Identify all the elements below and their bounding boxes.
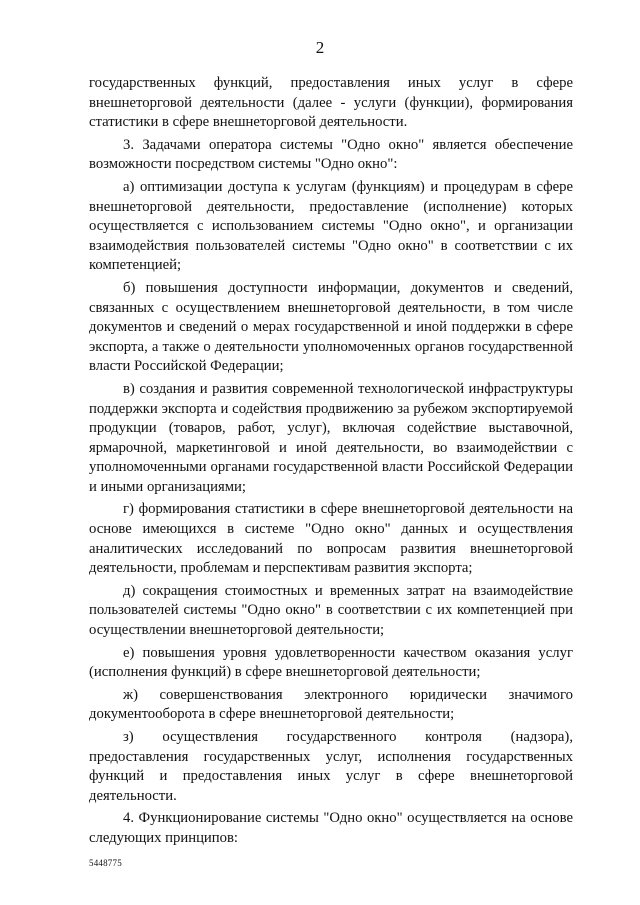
paragraph: з) осуществления государственного контроля (надзора), предоставления государственных услуг, исполнения государственных функций и предоставления иных услуг в сфере внешнеторговой деятельности. (89, 729, 573, 804)
paragraph: государственных функций, предоставления иных услуг в сфере внешнеторговой деятельности (далее - услуги (функции), формирования статистики в сфере внешнеторговой деятельности. (89, 75, 573, 131)
paragraph: в) создания и развития современной технологической инфраструктуры поддержки экспорта и содействия продвижению за рубежом экспортируемой продукции (товаров, работ, услуг), включая содействие выставочной, ярмарочной, маркетинговой и иной деятельности, во взаимодействии с уполномоченными органами государственной власти Российской Федерации и иными организациями; (89, 380, 573, 495)
paragraph: б) повышения доступности информации, документов и сведений, связанных с осуществлением внешнеторговой деятельности, в том числе документов и сведений о мерах государственной и иной поддержки в сфере экспорта, а также о деятельности уполномоченных органов государственной власти Российской Федерации; (89, 279, 573, 375)
paragraph: д) сокращения стоимостных и временных затрат на взаимодействие пользователей системы "Одно окно" в соответствии с их компетенцией при осуществлении внешнеторговой деятельности; (89, 582, 573, 639)
paragraph: ж) совершенствования электронного юридически значимого документооборота в сфере внешнеторговой деятельности; (89, 686, 573, 723)
document-code: 5448775 (89, 858, 122, 868)
page-number: 2 (315, 38, 325, 57)
paragraph: г) формирования статистики в сфере внешнеторговой деятельности на основе имеющихся в системе "Одно окно" данных и осуществления аналитических исследований по вопросам развития внешнеторговой деятельности, проблемам и перспективам развития экспорта; (89, 501, 573, 577)
paragraph: 3. Задачами оператора системы "Одно окно" является обеспечение возможности посредством системы "Одно окно": (89, 136, 573, 173)
paragraph: е) повышения уровня удовлетворенности качеством оказания услуг (исполнения функций) в сфере внешнеторговой деятельности; (89, 644, 573, 681)
paragraph: а) оптимизации доступа к услугам (функциям) и процедурам в сфере внешнеторговой деятельности, предоставление (исполнение) которых осуществляется с использованием системы "Одно окно", и организации взаимодействия пользователей системы "Одно окно" в соответствии с их компетенцией; (89, 178, 573, 274)
body-text (89, 74, 573, 852)
paragraph: 4. Функционирование системы "Одно окно" осуществляется на основе следующих принципов: (89, 810, 573, 846)
